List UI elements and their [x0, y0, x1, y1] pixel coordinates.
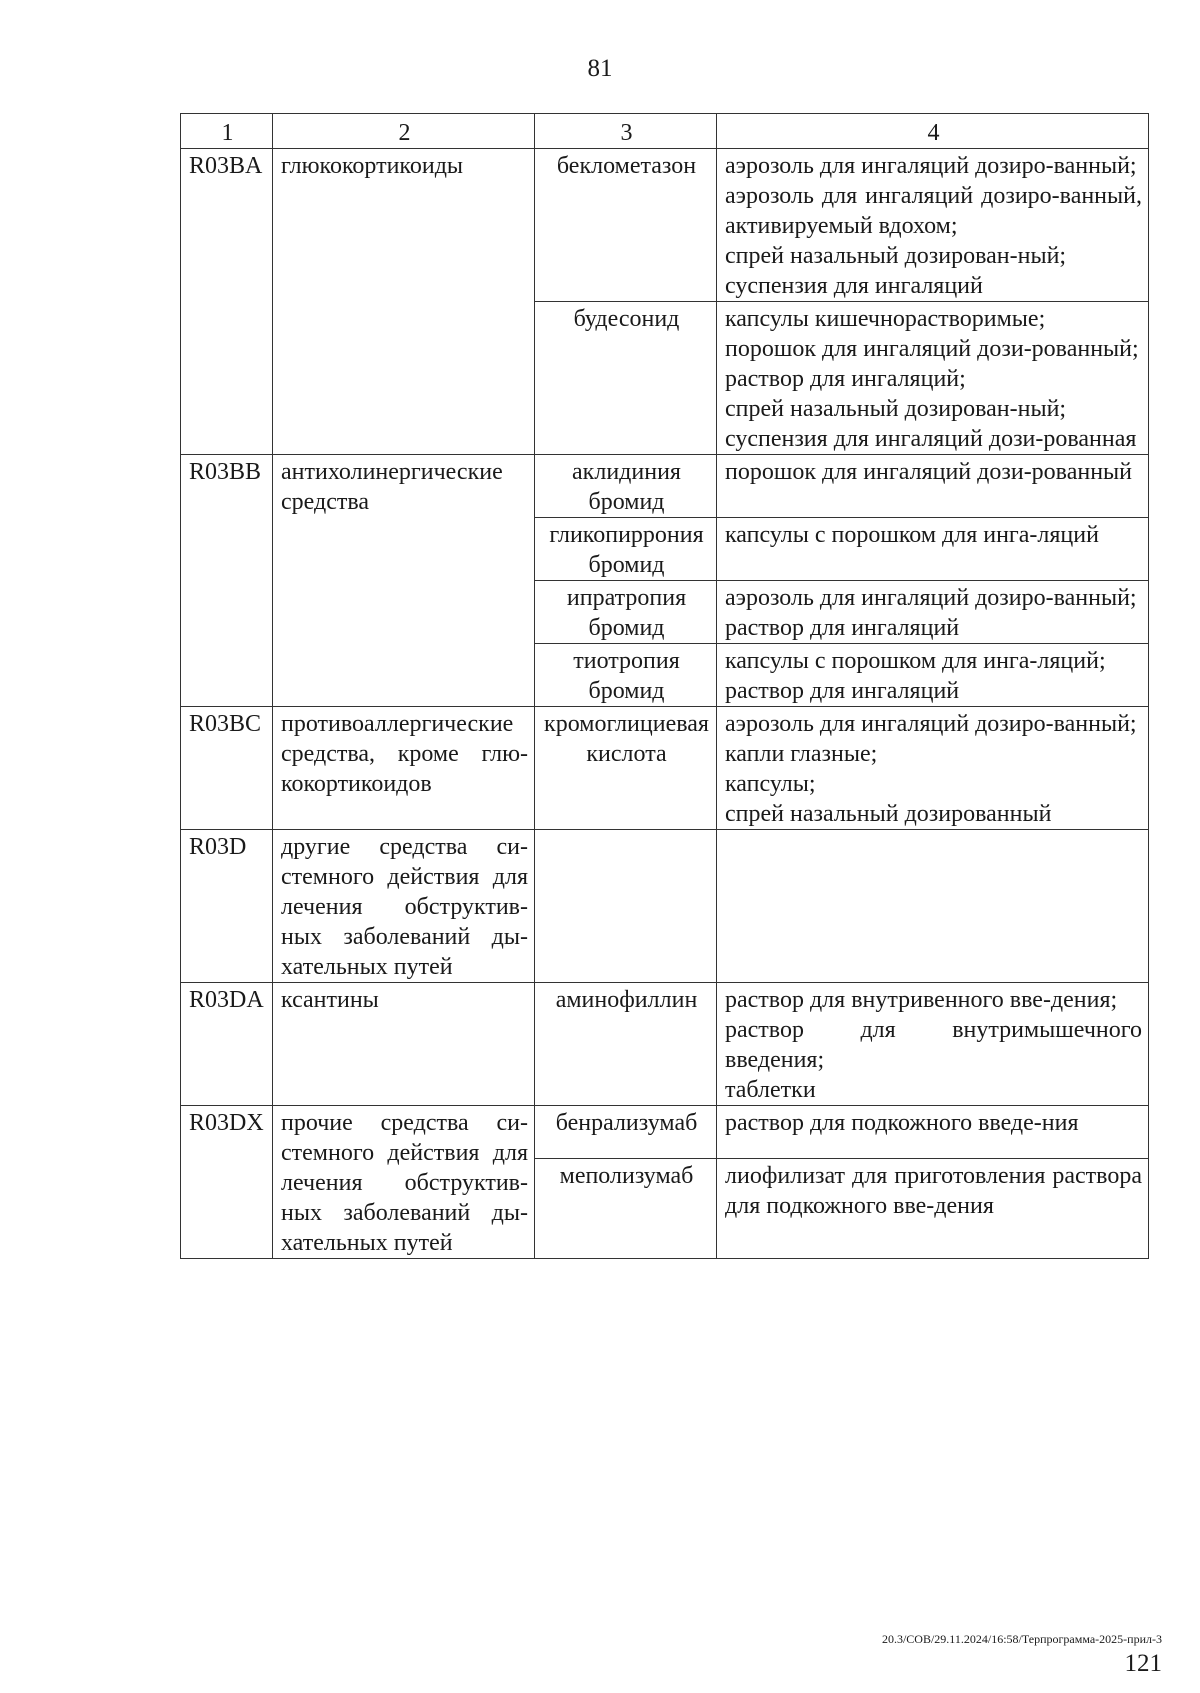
dosage-forms-cell: [717, 644, 1149, 707]
drug-name-cell: [535, 830, 717, 983]
table-row: [181, 983, 1149, 1106]
dosage-forms-cell: [717, 302, 1149, 455]
drug-table: [180, 113, 1149, 1259]
dosage-form: раствор для внутримышечного введения;: [725, 1017, 1142, 1073]
table-row: [181, 1106, 1149, 1159]
drug-name-cell: бенрализумаб: [535, 1106, 717, 1159]
dosage-forms-cell: [717, 830, 1149, 983]
dosage-form: раствор для внутривенного вве-дения;: [725, 987, 1118, 1013]
table-row: [181, 830, 1149, 983]
atc-code-cell: R03BC: [181, 707, 273, 830]
dosage-form: аэрозоль для ингаляций дозиро-ванный, активируемый вдохом;: [725, 183, 1142, 239]
dosage-form: спрей назальный дозированный: [725, 801, 1052, 827]
drug-name-cell: гликопиррония бромид: [535, 518, 717, 581]
drug-name-cell: кромоглициевая кислота: [535, 707, 717, 830]
dosage-form: раствор для подкожного введе-ния: [725, 1110, 1079, 1136]
dosage-form: суспензия для ингаляций: [725, 273, 983, 299]
dosage-forms-cell: [717, 455, 1149, 518]
group-name-cell: антихолинергические средства: [273, 455, 535, 707]
dosage-forms-cell: [717, 1158, 1149, 1258]
dosage-form: капсулы с порошком для инга-ляций;: [725, 648, 1106, 674]
column-header: 4: [717, 114, 1149, 149]
table-row: [181, 707, 1149, 830]
dosage-forms-cell: [717, 149, 1149, 302]
dosage-forms-cell: [717, 581, 1149, 644]
dosage-forms-cell: [717, 983, 1149, 1106]
drug-name-cell: меполизумаб: [535, 1158, 717, 1258]
table-row: [181, 455, 1149, 518]
drug-name-cell: будесонид: [535, 302, 717, 455]
dosage-form: таблетки: [725, 1077, 816, 1103]
document-reference: 20.3/СОВ/29.11.2024/16:58/Терпрограмма-2025-прил-3: [881, 1632, 1162, 1646]
atc-code-cell: R03BB: [181, 455, 273, 707]
group-name-cell: противоаллергические средства, кроме глю-кокортикоидов: [273, 707, 535, 830]
atc-code-cell: R03DX: [181, 1106, 273, 1259]
dosage-form: капсулы;: [725, 771, 816, 797]
table-header-row: [181, 114, 1149, 149]
drug-name-cell: ипратропия бромид: [535, 581, 717, 644]
dosage-form: суспензия для ингаляций дози-рованная: [725, 426, 1137, 452]
drug-name-cell: тиотропия бромид: [535, 644, 717, 707]
dosage-form: аэрозоль для ингаляций дозиро-ванный;: [725, 153, 1137, 179]
dosage-form: спрей назальный дозирован-ный;: [725, 243, 1067, 269]
drug-name-cell: аминофиллин: [535, 983, 717, 1106]
dosage-form: раствор для ингаляций: [725, 678, 960, 704]
group-name-cell: глюкокортикоиды: [273, 149, 535, 455]
group-name-cell: другие средства си-стемного действия для лечения обструктив-ных заболеваний ды-хательных путей: [273, 830, 535, 983]
dosage-form: раствор для ингаляций;: [725, 366, 966, 392]
column-header: 2: [273, 114, 535, 149]
dosage-form: лиофилизат для приготовления раствора для подкожного вве-дения: [725, 1162, 1142, 1219]
sheet-number: 121: [1124, 1650, 1162, 1677]
dosage-form: порошок для ингаляций дози-рованный;: [725, 336, 1139, 362]
atc-code-cell: R03DA: [181, 983, 273, 1106]
group-name-cell: ксантины: [273, 983, 535, 1106]
dosage-form: капсулы кишечнорастворимые;: [725, 306, 1046, 332]
group-name-cell: прочие средства си-стемного действия для лечения обструктив-ных заболеваний ды-хательных путей: [273, 1106, 535, 1259]
dosage-form: аэрозоль для ингаляций дозиро-ванный;: [725, 585, 1137, 611]
dosage-form: капли глазные;: [725, 741, 878, 767]
dosage-form: аэрозоль для ингаляций дозиро-ванный;: [725, 711, 1137, 737]
page-number: 81: [587, 55, 613, 82]
dosage-forms-cell: [717, 1106, 1149, 1159]
atc-code-cell: R03D: [181, 830, 273, 983]
dosage-form: порошок для ингаляций дози-рованный: [725, 459, 1133, 485]
atc-code-cell: R03BA: [181, 149, 273, 455]
dosage-form: раствор для ингаляций: [725, 615, 960, 641]
drug-name-cell: аклидиния бромид: [535, 455, 717, 518]
column-header: 1: [181, 114, 273, 149]
table-row: [181, 149, 1149, 302]
dosage-forms-cell: [717, 707, 1149, 830]
column-header: 3: [535, 114, 717, 149]
dosage-form: спрей назальный дозирован-ный;: [725, 396, 1067, 422]
dosage-form: капсулы с порошком для инга-ляций: [725, 522, 1099, 548]
drug-name-cell: беклометазон: [535, 149, 717, 302]
dosage-forms-cell: [717, 518, 1149, 581]
